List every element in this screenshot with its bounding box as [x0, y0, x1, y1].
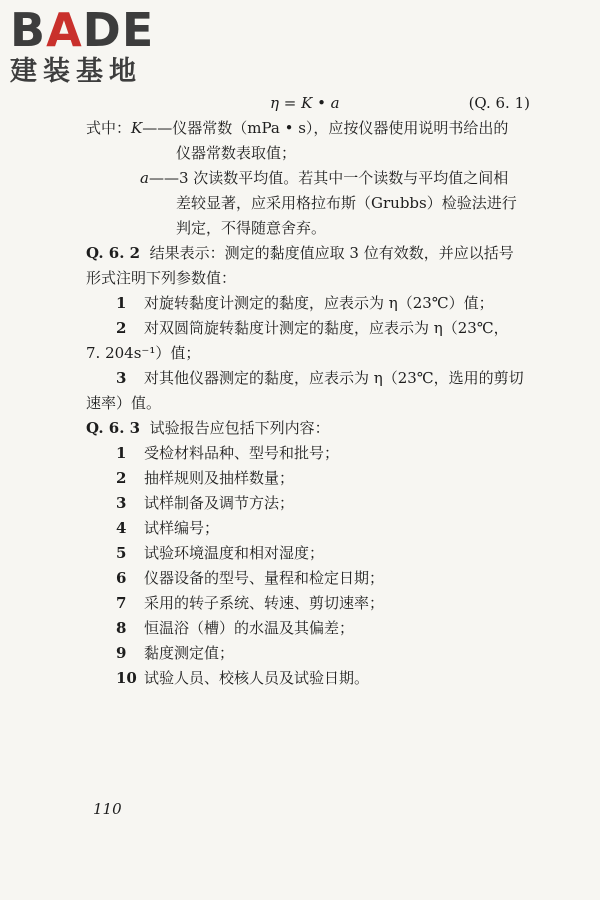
q63-item-8: 8 恒温浴（槽）的水温及其偏差；	[116, 619, 355, 637]
q62-item-2-cont: 7. 204s⁻¹）值；	[86, 344, 201, 362]
formula-q61	[270, 92, 530, 114]
q63-item-9: 9 黏度测定值；	[116, 644, 235, 662]
q63-item-10: 10 试验人员、校核人员及试验日期。	[116, 669, 370, 687]
logo-wordmark: BADE	[10, 3, 155, 57]
section-q63-heading: Q. 6. 3	[86, 419, 141, 437]
q63-item-4: 4 试样编号；	[116, 519, 220, 537]
q62-item-1: 1 对旋转黏度计测定的黏度，应表示为 η（23℃）值；	[116, 294, 494, 312]
q63-item-5: 5 试验环境温度和相对湿度；	[116, 544, 325, 562]
section-q63-line1: Q. 6. 3 试验报告应包括下列内容：	[86, 419, 330, 437]
q63-item-1: 1 受检材料品种、型号和批号；	[116, 444, 340, 462]
q63-item-2: 2 抽样规则及抽样数量；	[116, 469, 295, 487]
definition-k-line2: 仪器常数表取值；	[176, 144, 297, 162]
bade-logo	[10, 3, 180, 88]
page-number: 110	[93, 800, 122, 818]
q62-item-3: 3 对其他仪器测定的黏度，应表示为 η（23℃，选用的剪切	[116, 369, 524, 387]
definition-a-line2: 差较显著，应采用格拉布斯（Grubbs）检验法进行	[176, 194, 517, 212]
q63-item-6: 6 仪器设备的型号、量程和检定日期；	[116, 569, 385, 587]
formula-expression: η = K • a	[270, 94, 340, 112]
formula-number: (Q. 6. 1)	[468, 94, 530, 112]
definition-a-line3: 判定，不得随意舍弃。	[176, 219, 327, 237]
section-q62-line1: Q. 6. 2 结果表示：测定的黏度值应取 3 位有效数，并应以括号	[86, 244, 514, 262]
definition-k-line1: 式中：K——仪器常数（mPa • s），应按仪器使用说明书给出的	[86, 119, 509, 137]
logo-subtitle: 建装基地	[10, 56, 142, 87]
q62-item-3-cont: 速率）值。	[86, 394, 162, 412]
q62-item-2: 2 对双圆筒旋转黏度计测定的黏度，应表示为 η（23℃，	[116, 319, 509, 337]
section-q62-line2: 形式注明下列参数值：	[86, 269, 237, 287]
q63-item-7: 7 采用的转子系统、转速、剪切速率；	[116, 594, 385, 612]
section-q62-heading: Q. 6. 2	[86, 244, 141, 262]
definition-a-line1: a——3 次读数平均值。若其中一个读数与平均值之间相	[140, 169, 509, 187]
q63-item-3: 3 试样制备及调节方法；	[116, 494, 295, 512]
